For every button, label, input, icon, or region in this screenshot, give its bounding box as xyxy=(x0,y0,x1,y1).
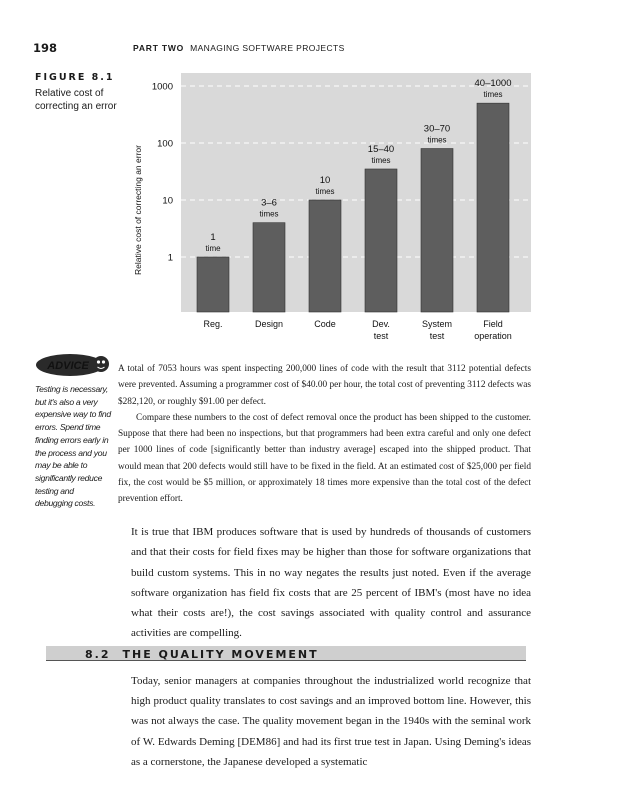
advice-badge xyxy=(34,352,112,378)
data-label: 1 xyxy=(210,232,216,243)
sidebar-paragraph: A total of 7053 hours was spent inspecting 200,000 lines of code with the result that 3112 potential defects were prevented. Assuming a programmer cost of $40.00 per hour, the total cost of preventing 3112 defects was $282,120, or roughly $91.00 per defect. xyxy=(118,364,531,407)
part-title: MANAGING SOFTWARE PROJECTS xyxy=(190,43,345,53)
x-tick-label: Dev. xyxy=(372,319,390,329)
section-number: 8.2 xyxy=(85,648,111,661)
bar xyxy=(197,257,229,312)
figure-label: FIGURE 8.1 xyxy=(35,72,115,83)
page-number: 198 xyxy=(33,41,58,55)
x-tick-labels xyxy=(203,319,511,341)
bar xyxy=(253,223,285,312)
bar xyxy=(421,149,453,312)
x-tick-label-line2: test xyxy=(373,331,389,341)
data-label: 10 xyxy=(319,175,331,186)
y-tick-label: 1 xyxy=(167,252,173,264)
advice-face-icon xyxy=(93,356,109,372)
x-tick-label-line2: test xyxy=(429,331,445,341)
section-heading xyxy=(85,646,331,663)
x-tick-label: Code xyxy=(314,319,336,329)
x-tick-label: Reg. xyxy=(203,319,223,329)
sidebar-paragraph: Compare these numbers to the cost of defect removal once the product has been shipped to the customer. Suppose that there had been no inspections, but that programmers had been extra careful and only one defect per 1000 lines of code [significantly better than industry average] escaped into the shipped product. That would mean that 200 defects would still have to be fixed in the field. At an estimated cost of $25,000 per field fix, the cost would be $5 million, or approximately 18 times more expensive than the total cost of the defect prevention effort. xyxy=(118,412,531,505)
section-paragraph: Today, senior managers at companies throughout the industrialized world recognize that high product quality translates to cost savings and an improved bottom line. However, this was not always the case. The quality movement began in the 1940s with the seminal work of W. Edwards Deming [DEM86] and had its first true test in Japan. Using Deming's ideas as a cornerstone, the Japanese developed a systematic xyxy=(131,675,531,768)
y-axis-label: Relative cost of correcting an error xyxy=(133,145,143,275)
y-tick-label: 1000 xyxy=(151,81,173,93)
advice-text: Testing is necessary, but it's also a very expensive way to find errors. Spend time finding errors early in the process and you may be able to significantly reduce testing and debugging costs. xyxy=(35,384,111,509)
data-label-unit: times xyxy=(427,135,447,145)
sidebar-body xyxy=(118,361,531,508)
data-label-unit: times xyxy=(371,155,391,165)
running-head xyxy=(133,43,345,53)
x-tick-label-line2: operation xyxy=(474,331,512,341)
part-label: PART TWO xyxy=(133,43,185,53)
data-label-unit: times xyxy=(483,90,503,100)
bar-chart xyxy=(125,70,535,345)
data-label-unit: times xyxy=(315,187,335,196)
data-label: 3–6 xyxy=(261,197,277,209)
section-body xyxy=(131,671,531,772)
section-title: THE QUALITY MOVEMENT xyxy=(122,648,319,661)
x-tick-label: Design xyxy=(254,319,284,329)
data-label: 15–40 xyxy=(367,143,395,155)
data-label-unit: time xyxy=(205,244,221,253)
main-body xyxy=(131,522,531,644)
data-label-unit: times xyxy=(259,209,279,219)
advice-badge-label: ADVICE xyxy=(47,360,89,372)
bar xyxy=(477,103,509,312)
figure-caption: Relative cost of correcting an error xyxy=(35,88,117,112)
y-tick-label: 100 xyxy=(157,138,173,150)
data-label: 40–1000 xyxy=(474,78,512,90)
main-paragraph: It is true that IBM produces software that is used by hundreds of thousands of customers and that their costs for field fixes may be higher than those for software organizations that build custom systems. This in no way negates the results just noted. Even if the average software organization has field fix costs that are 25 percent of IBM's (most have no idea what their costs are!), the cost savings associated with quality control and assurance activities are compelling. xyxy=(131,526,531,640)
bar xyxy=(309,200,341,312)
y-tick-labels xyxy=(152,82,173,264)
x-tick-label: System xyxy=(421,319,453,329)
bar xyxy=(365,169,397,312)
data-label: 30–70 xyxy=(423,123,451,135)
y-tick-label: 10 xyxy=(162,195,173,207)
x-tick-label: Field xyxy=(483,319,503,329)
